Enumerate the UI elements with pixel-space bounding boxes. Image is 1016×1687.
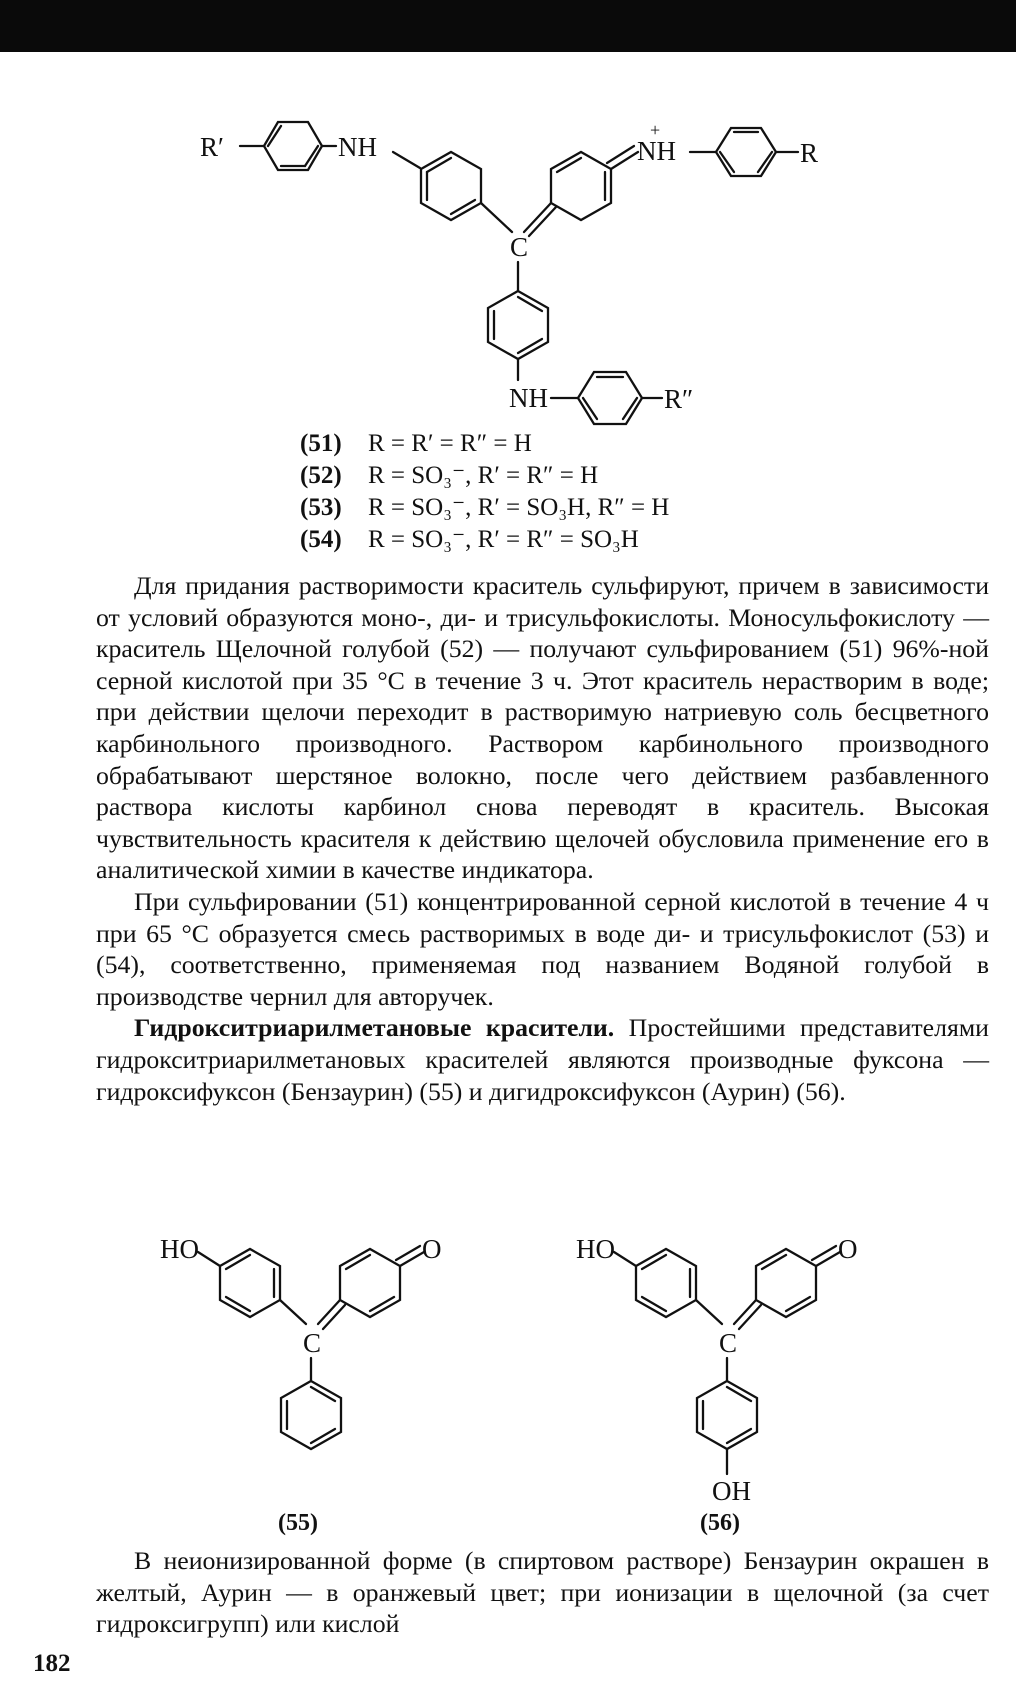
ho-label: HO bbox=[576, 1234, 615, 1264]
compound-number: (51) bbox=[300, 430, 342, 457]
legend-row bbox=[300, 428, 669, 460]
r-double-prime-label: R″ bbox=[664, 384, 694, 414]
central-carbon-label: C bbox=[510, 232, 529, 262]
body-text-lower bbox=[96, 1545, 989, 1640]
nh-bottom-label: NH bbox=[509, 383, 548, 413]
hydroxyl-label: OH bbox=[712, 1476, 751, 1506]
compound-number: (54) bbox=[300, 526, 342, 553]
section-text: Простейшими представителями гидрокситриарилметановых красителей являются производные фуксона — гидроксифуксон (Бензаурин) (55) и дигидроксифуксон (Аурин) (56). bbox=[96, 1013, 989, 1106]
legend-row bbox=[300, 492, 669, 524]
paragraph-concentrated-sulfonation: При сульфировании (51) концентрированной серной кислотой в течение 4 ч при 65 °С образуется смесь растворимых в воде ди- и трисульфокислот (53) и (54), соответственно, применяемая под названием Водяной голубой в производстве чернил для авторучек. bbox=[96, 886, 989, 1011]
compound-number: (52) bbox=[300, 462, 342, 489]
oxo-label: O bbox=[838, 1234, 858, 1264]
paragraph-ionization: В неионизированной форме (в спиртовом растворе) Бензаурин окрашен в желтый, Аурин — в оранжевый цвет; при ионизации в щелочной (за счет гидроксигрупп) или кислой bbox=[96, 1546, 989, 1639]
oxo-label: O bbox=[422, 1234, 442, 1264]
ho-label: HO bbox=[160, 1234, 199, 1264]
structure-aurin bbox=[400, 1230, 920, 1550]
section-heading: Гидрокситриарилметановые красители. bbox=[134, 1013, 615, 1043]
r-right-label: R bbox=[800, 138, 819, 168]
nh-right-label: NH bbox=[637, 136, 676, 166]
central-carbon-label: C bbox=[719, 1328, 738, 1358]
paragraph-sulfonation: Для придания растворимости краситель сульфируют, причем в зависимости от условий образуются моно-, ди- и трисульфокислоты. Моносульфокислоту — краситель Щелочной голубой (52) — получают сульфированием (51) 96%-ной серной кислотой при 35 °С в течение 3 ч. Этот краситель нерастворим в воде; при действии щелочи переходит в растворимую натриевую соль бесцветного карбинольного производного. Раствором карбинольного производного обрабатывают шерстяное волокно, после чего действием разбавленного раствора кислоты карбинол снова переводят в краситель. Высокая чувствительность красителя к действию щелочей обусловила применение его в аналитической химии в качестве индикатора. bbox=[96, 571, 989, 885]
compound-label-56: (56) bbox=[700, 1510, 740, 1536]
compound-number: (53) bbox=[300, 494, 342, 521]
substituent-formula: R = SO₃⁻, R′ = R″ = H bbox=[368, 462, 599, 489]
compound-label-55: (55) bbox=[278, 1510, 318, 1536]
paragraph-hydroxy-dyes bbox=[96, 1012, 989, 1107]
legend-row bbox=[300, 524, 669, 556]
body-text-upper bbox=[96, 570, 989, 1107]
central-carbon-label: C bbox=[303, 1328, 322, 1358]
legend-row bbox=[300, 460, 669, 492]
nh-charge-label: + bbox=[650, 120, 661, 140]
substituent-legend bbox=[300, 428, 669, 556]
substituent-formula: R = SO₃⁻, R′ = R″ = SO₃H bbox=[368, 526, 639, 553]
substituent-formula: R = R′ = R″ = H bbox=[368, 430, 532, 457]
structure-triarylmethane-dye bbox=[0, 0, 1016, 420]
r-prime-label: R′ bbox=[200, 132, 224, 162]
substituent-formula: R = SO₃⁻, R′ = SO₃H, R″ = H bbox=[368, 494, 670, 521]
page-number: 182 bbox=[33, 1650, 71, 1677]
nh-left-label: NH bbox=[338, 132, 377, 162]
